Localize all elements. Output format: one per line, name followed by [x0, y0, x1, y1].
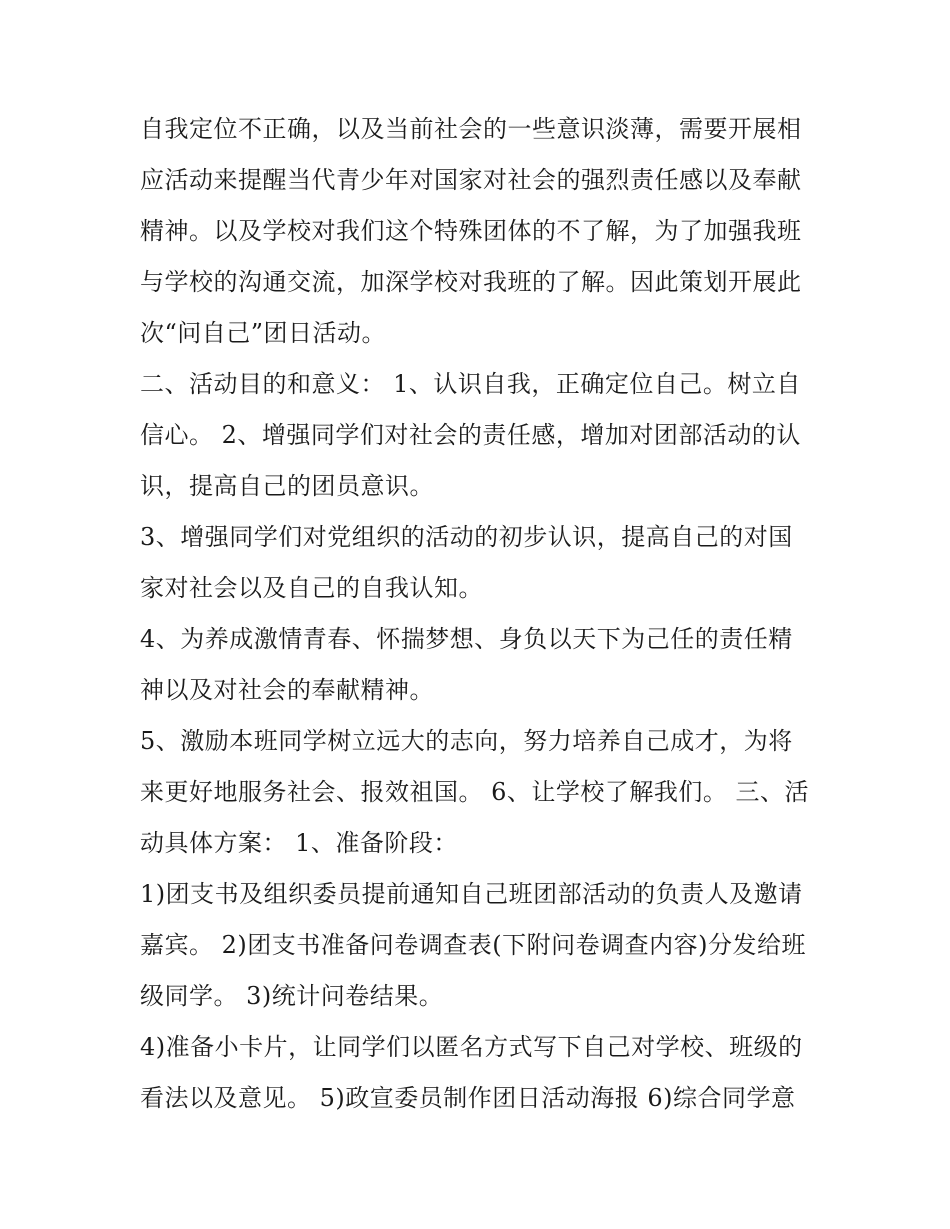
- text-line: 4、为养成激情青春、怀揣梦想、身负以天下为己任的责任精: [140, 625, 793, 653]
- text-line: 家对社会以及自己的自我认知。: [140, 574, 483, 602]
- text-line: 来更好地服务社会、报效祖国。 6、让学校了解我们。 三、活: [140, 778, 810, 806]
- document-body: [140, 104, 820, 1124]
- text-line: 5、激励本班同学树立远大的志向，努力培养自己成才，为将: [140, 727, 793, 755]
- text-line: 3、增强同学们对党组织的活动的初步认识，提高自己的对国: [140, 523, 793, 551]
- text-line: 识，提高自己的团员意识。: [140, 472, 434, 500]
- text-line: 神以及对社会的奉献精神。: [140, 676, 434, 704]
- text-line: 看法以及意见。 5)政宣委员制作团日活动海报 6)综合同学意: [140, 1084, 796, 1112]
- text-line: 4)准备小卡片，让同学们以匿名方式写下自己对学校、班级的: [140, 1033, 803, 1061]
- text-line: 信心。 2、增强同学们对社会的责任感，增加对团部活动的认: [140, 421, 801, 449]
- text-line: 级同学。 3)统计问卷结果。: [140, 982, 444, 1010]
- text-line: 精神。以及学校对我们这个特殊团体的不了解，为了加强我班: [140, 217, 802, 245]
- text-line: 1)团支书及组织委员提前通知自己班团部活动的负责人及邀请: [140, 880, 803, 908]
- text-line: 与学校的沟通交流，加深学校对我班的了解。因此策划开展此: [140, 268, 802, 296]
- text-line: 嘉宾。 2)团支书准备问卷调查表(下附问卷调查内容)分发给班: [140, 931, 806, 959]
- text-line: 自我定位不正确，以及当前社会的一些意识淡薄，需要开展相: [140, 115, 802, 143]
- text-line: 二、活动目的和意义： 1、认识自我，正确定位自己。树立自: [140, 370, 801, 398]
- text-line: 次“问自己”团日活动。: [140, 319, 387, 347]
- text-line: 应活动来提醒当代青少年对国家对社会的强烈责任感以及奉献: [140, 166, 802, 194]
- text-line: 动具体方案： 1、准备阶段：: [140, 829, 458, 857]
